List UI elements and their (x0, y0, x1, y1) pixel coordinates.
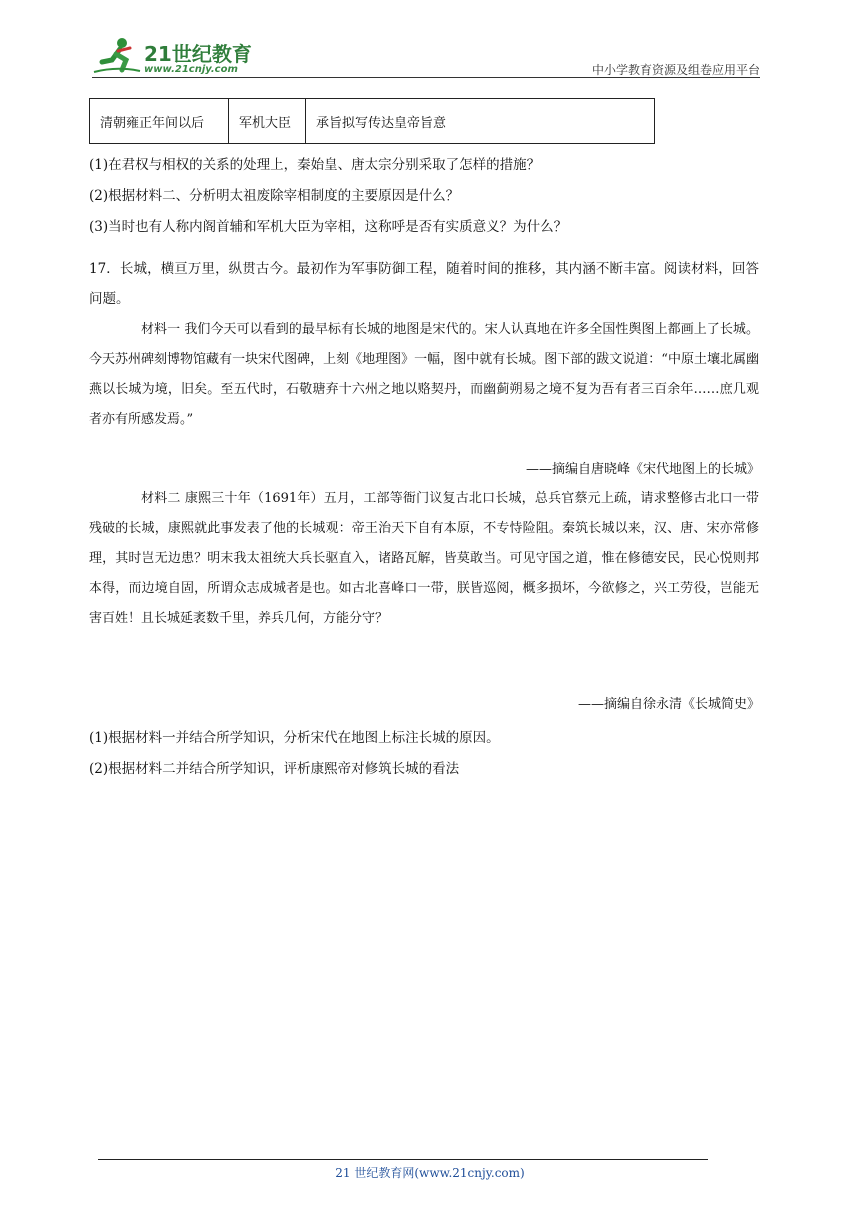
site-logo[interactable] (92, 36, 272, 78)
question-16-3: (3)当时也有人称内阁首辅和军机大臣为宰相，这称呼是否有实质意义？为什么？ (89, 219, 568, 235)
question-16-2: (2)根据材料二、分析明太祖废除宰相制度的主要原因是什么？ (89, 188, 460, 204)
footer-divider (98, 1159, 708, 1160)
logo-name: 21世纪教育 (144, 42, 252, 66)
question-17-2: (2)根据材料二并结合所学知识，评析康熙帝对修筑长城的看法 (89, 761, 460, 777)
footer-text[interactable]: 21 世纪教育网(www.21cnjy.com) (335, 1166, 525, 1180)
table-row (90, 99, 655, 144)
table-cell-office: 军机大臣 (229, 99, 306, 144)
table-cell-period: 清朝雍正年间以后 (90, 99, 229, 144)
material-2-source: ——摘编自徐永清《长城简史》 (577, 697, 760, 712)
material-1-source: ——摘编自唐晓峰《宋代地图上的长城》 (525, 462, 760, 477)
runner-logo-icon (92, 36, 142, 76)
question-17-1: (1)根据材料一并结合所学知识，分析宋代在地图上标注长城的原因。 (89, 730, 500, 746)
platform-name: 中小学教育资源及组卷应用平台 (591, 63, 760, 77)
official-table (89, 98, 655, 144)
question-16-1: (1)在君权与相权的关系的处理上，秦始皇、唐太宗分别采取了怎样的措施？ (89, 157, 541, 173)
logo-url: www.21cnjy.com (144, 64, 238, 75)
table-cell-duty: 承旨拟写传达皇帝旨意 (306, 99, 655, 144)
page-header (92, 30, 760, 78)
material-1: 材料一 我们今天可以看到的最早标有长城的地图是宋代的。宋人认真地在许多全国性舆图上都画上了长城。今天苏州碑刻博物馆藏有一块宋代图碑，上刻《地理图》一幅，图中就有长城。图下部的跋文说道：“中原土壤北属幽燕以长城为境，旧矣。至五代时，石敬瑭弃十六州之地以赂契丹，而幽蓟朔易之境不复为吾有者三百余年……庶几观者亦有所感发焉。” (89, 322, 759, 427)
material-2: 材料二 康熙三十年（1691年）五月，工部等衙门议复古北口长城，总兵官蔡元上疏，请求整修古北口一带残破的长城，康熙就此事发表了他的长城观：帝王治天下自有本原，不专恃险阻。秦筑长城以来，汉、唐、宋亦常修理，其时岂无边患？明末我太祖统大兵长驱直入，诸路瓦解，皆莫敢当。可见守国之道，惟在修德安民，民心悦则邦本得，而边境自固，所谓众志成城者是也。如古北喜峰口一带，朕皆巡阅，概多损坏，今欲修之，兴工劳役，岂能无害百姓！且长城延袤数千里，养兵几何，方能分守？ (89, 491, 759, 626)
header-divider (92, 77, 760, 78)
question-17-intro: 17．长城，横亘万里，纵贯古今。最初作为军事防御工程，随着时间的推移，其内涵不断丰富。阅读材料，回答问题。 (89, 261, 759, 307)
